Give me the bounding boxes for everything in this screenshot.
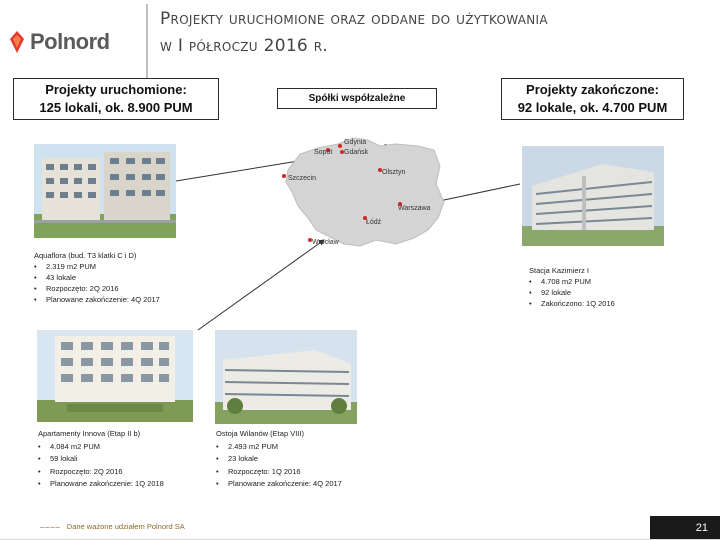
title-line-2: w I półroczu 2016 r. bbox=[160, 36, 329, 56]
list-item: • 43 lokale bbox=[34, 272, 204, 283]
city-marker-gdynia bbox=[338, 144, 342, 148]
stacja-list bbox=[529, 276, 689, 309]
ostoja-title: Ostoja Wilanów (Etap VIII) bbox=[216, 429, 304, 438]
city-marker-szczecin bbox=[282, 174, 286, 178]
page-number bbox=[650, 516, 720, 540]
list-item: • Planowane zakończenie: 4Q 2017 bbox=[216, 478, 386, 491]
city-label-wroclaw: Wrocław bbox=[312, 239, 339, 246]
ostoja-list bbox=[216, 441, 386, 491]
list-item: • 4.084 m2 PUM bbox=[38, 441, 208, 454]
list-item: • Zakończono: 1Q 2016 bbox=[529, 298, 689, 309]
aquaflora-title: Aquaflora (bud. T3 klatki C i D) bbox=[34, 251, 137, 260]
stacja-details bbox=[529, 265, 689, 309]
brand-name: Polnord bbox=[30, 29, 110, 54]
apartamenty-list bbox=[38, 441, 208, 491]
legend-text: Dane ważone udziałem Polnord SA bbox=[66, 522, 185, 531]
launched-projects-heading: Projekty uruchomione: bbox=[45, 82, 187, 97]
city-label-gdansk: Gdańsk bbox=[344, 149, 369, 156]
photo-stacja-kazimierz bbox=[522, 146, 664, 246]
photo-apartamenty-innova bbox=[37, 330, 193, 422]
footer-legend bbox=[40, 522, 185, 531]
ostoja-details bbox=[216, 428, 386, 491]
list-item: • 92 lokale bbox=[529, 287, 689, 298]
legend-dash: –––– bbox=[40, 522, 61, 531]
photo-ostoja-wilanow bbox=[215, 330, 357, 424]
list-item: • Rozpoczęto: 2Q 2016 bbox=[34, 283, 204, 294]
completed-projects-summary: 92 lokale, ok. 4.700 PUM bbox=[517, 100, 668, 115]
list-item: • Planowane zakończenie: 1Q 2018 bbox=[38, 478, 208, 491]
apartamenty-title: Apartamenty Innova (Etap II b) bbox=[38, 429, 141, 438]
list-item: • Planowane zakończenie: 4Q 2017 bbox=[34, 294, 204, 305]
completed-projects-heading: Projekty zakończone: bbox=[526, 82, 659, 97]
aquaflora-details bbox=[34, 250, 204, 305]
aquaflora-list bbox=[34, 261, 204, 305]
apartamenty-details bbox=[38, 428, 208, 491]
list-item: • 23 lokale bbox=[216, 453, 386, 466]
list-item: • 2.493 m2 PUM bbox=[216, 441, 386, 454]
stacja-title: Stacja Kazimierz I bbox=[529, 266, 590, 275]
page-number-text: 21 bbox=[695, 522, 708, 534]
list-item: • 59 lokali bbox=[38, 453, 208, 466]
city-label-gdynia: Gdynia bbox=[344, 139, 367, 146]
city-label-sopot: Sopot bbox=[314, 149, 333, 156]
title-line-1: Projekty uruchomione oraz oddane do użytkowania bbox=[160, 9, 548, 29]
list-item: • Rozpoczęto: 1Q 2016 bbox=[216, 466, 386, 479]
city-label-szczecin: Szczecin bbox=[288, 175, 317, 182]
list-item: • 4.708 m2 PUM bbox=[529, 276, 689, 287]
city-label-warszawa: Warszawa bbox=[398, 205, 431, 212]
city-label-lodz: Łódź bbox=[366, 219, 382, 226]
list-item: • 2.319 m2 PUM bbox=[34, 261, 204, 272]
joint-ventures-label: Spółki współzależne bbox=[308, 93, 406, 104]
arrow-apartamenty-to-map bbox=[198, 240, 324, 330]
photo-aquaflora bbox=[34, 144, 176, 238]
poland-map bbox=[268, 132, 458, 252]
list-item: • Rozpoczęto: 2Q 2016 bbox=[38, 466, 208, 479]
city-label-olsztyn: Olsztyn bbox=[382, 169, 406, 176]
launched-projects-summary: 125 lokali, ok. 8.900 PUM bbox=[39, 100, 193, 115]
